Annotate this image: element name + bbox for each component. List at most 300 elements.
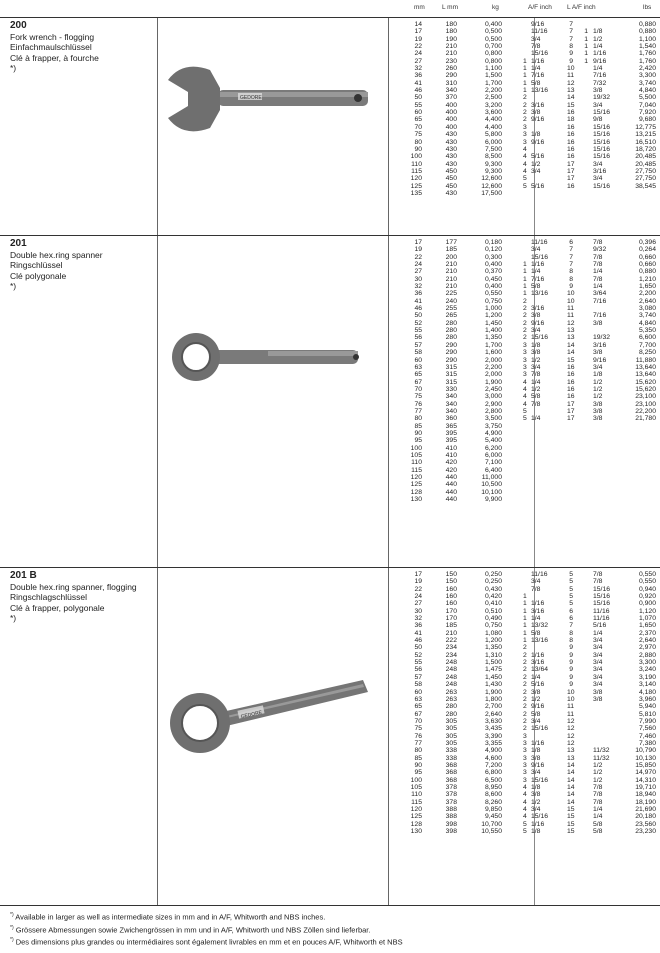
cell-lbs: 21,780 [635, 415, 656, 423]
cell-Ln: 17 [567, 415, 575, 423]
table-row [392, 799, 660, 806]
cell-wf: 1/2 [531, 160, 541, 168]
cell-lbs: 18,720 [635, 145, 656, 153]
cell-L: 368 [445, 776, 457, 784]
cell-L: 430 [445, 145, 457, 153]
cell-L: 160 [445, 585, 457, 593]
cell-Ln: 9 [569, 666, 573, 674]
cell-mm: 55 [414, 659, 422, 667]
cell-lbs: 18,190 [635, 798, 656, 806]
cell-wn: 1 [523, 637, 527, 645]
cell-lbs: 1,120 [638, 607, 656, 615]
cell-lbs: 10,790 [635, 747, 656, 755]
cell-mm: 100 [410, 776, 422, 784]
cell-kg: 0,700 [484, 43, 502, 51]
cell-Ln: 6 [569, 615, 573, 623]
cell-nn: 1 [584, 35, 588, 43]
cell-Ln: 7 [569, 253, 573, 261]
cell-wn: 1 [523, 600, 527, 608]
cell-L: 420 [445, 459, 457, 467]
cell-L: 340 [445, 407, 457, 415]
cell-lbs: 3,740 [638, 79, 656, 87]
cell-L: 340 [445, 87, 457, 95]
cell-wf: 3/4 [531, 769, 541, 777]
cell-kg: 5,400 [484, 437, 502, 445]
cell-wn: 3 [523, 341, 527, 349]
cell-mm: 14 [414, 21, 422, 28]
cell-L: 330 [445, 385, 457, 393]
cell-mm: 75 [414, 393, 422, 401]
cell-lbs: 16,510 [635, 138, 656, 146]
cell-kg: 10,700 [481, 820, 502, 828]
cell-L: 430 [445, 160, 457, 168]
size-table [392, 239, 660, 503]
cell-L: 210 [445, 629, 457, 637]
cell-wf: 1/8 [531, 828, 541, 836]
cell-Ln: 12 [567, 739, 575, 747]
cell-nf: 7/8 [593, 239, 603, 246]
cell-kg: 10,550 [481, 828, 502, 836]
cell-lbs: 14,970 [635, 769, 656, 777]
cell-wn: 2 [523, 666, 527, 674]
cell-lbs: 5,500 [638, 94, 656, 102]
cell-mm: 46 [414, 637, 422, 645]
cell-Ln: 10 [567, 65, 575, 73]
cell-nf: 11/32 [593, 747, 610, 755]
cell-Ln: 12 [567, 319, 575, 327]
cell-L: 310 [445, 79, 457, 87]
table-row [392, 349, 660, 356]
cell-wf: 1/2 [531, 385, 541, 393]
table-row [392, 21, 660, 28]
cell-nf: 3/4 [593, 681, 603, 689]
cell-L: 360 [445, 415, 457, 423]
cell-lbs: 18,940 [635, 791, 656, 799]
cell-lbs: 2,970 [638, 644, 656, 652]
cell-Ln: 14 [567, 349, 575, 357]
name-fr: Clé à frapper, à fourche [10, 52, 99, 63]
cell-lbs: 20,485 [635, 153, 656, 161]
cell-mm: 76 [414, 732, 422, 740]
cell-kg: 1,900 [484, 688, 502, 696]
cell-nf: 7/8 [593, 578, 603, 586]
cell-Ln: 16 [567, 123, 575, 131]
cell-lbs: 1,650 [638, 283, 656, 291]
cell-L: 240 [445, 297, 457, 305]
cell-L: 398 [445, 828, 457, 836]
cell-wf: 1/4 [531, 673, 541, 681]
table-row [392, 813, 660, 820]
cell-L: 305 [445, 725, 457, 733]
cell-L: 280 [445, 319, 457, 327]
cell-wn: 1 [523, 275, 527, 283]
cell-mm: 70 [414, 717, 422, 725]
table-row [392, 666, 660, 673]
cell-lbs: 10,130 [635, 754, 656, 762]
cell-L: 410 [445, 451, 457, 459]
cell-wf: 11/16 [531, 239, 548, 246]
cell-Ln: 8 [569, 43, 573, 51]
cell-mm: 80 [414, 415, 422, 423]
cell-wn: 3 [523, 747, 527, 755]
cell-Ln: 5 [569, 571, 573, 578]
cell-nf: 15/16 [593, 109, 611, 117]
cell-mm: 41 [414, 79, 422, 87]
table-row [392, 334, 660, 341]
cell-wf: 1/4 [531, 65, 541, 73]
cell-mm: 70 [414, 385, 422, 393]
cell-lbs: 23,560 [635, 820, 656, 828]
footnotes [10, 910, 403, 948]
cell-mm: 60 [414, 356, 422, 364]
cell-L: 440 [445, 488, 457, 496]
cell-Ln: 7 [569, 21, 573, 28]
table-row [392, 312, 660, 319]
table-row [392, 600, 660, 607]
table-row [392, 190, 660, 197]
cell-kg: 2,500 [484, 94, 502, 102]
cell-L: 280 [445, 334, 457, 342]
cell-nf: 7/32 [593, 79, 607, 87]
cell-kg: 6,000 [484, 138, 502, 146]
cell-Ln: 16 [567, 363, 575, 371]
cell-nf: 5/16 [593, 622, 607, 630]
cell-lbs: 0,264 [638, 246, 656, 254]
table-row [392, 608, 660, 615]
cell-L: 388 [445, 813, 457, 821]
cell-wf: 9/16 [531, 761, 545, 769]
table-row [392, 769, 660, 776]
cell-wf: 3/4 [531, 246, 541, 254]
table-row [392, 615, 660, 622]
cell-kg: 0,500 [484, 35, 502, 43]
cell-L: 368 [445, 761, 457, 769]
cell-wn: 1 [523, 593, 527, 601]
cell-wf: 13/16 [531, 87, 549, 95]
cell-wn: 2 [523, 681, 527, 689]
cell-L: 160 [445, 600, 457, 608]
cell-wn: 4 [523, 385, 527, 393]
cell-mm: 46 [414, 87, 422, 95]
table-row [392, 298, 660, 305]
cell-L: 234 [445, 644, 457, 652]
cell-kg: 3,600 [484, 109, 502, 117]
cell-kg: 1,080 [484, 629, 502, 637]
cell-L: 210 [445, 43, 457, 51]
cell-kg: 3,000 [484, 393, 502, 401]
cell-mm: 110 [411, 791, 422, 799]
footnote-de: *) Grössere Abmessungen sowie Zwichengrössen in mm und in A/F, Whitworth und NBS Zöllen sind lieferbar. [10, 924, 371, 934]
table-row [392, 393, 660, 400]
cell-L: 315 [445, 371, 457, 379]
cell-lbs: 3,960 [638, 695, 656, 703]
cell-wf: 5/8 [531, 629, 541, 637]
table-row [392, 445, 660, 452]
cell-kg: 6,800 [484, 769, 502, 777]
cell-Ln: 7 [569, 28, 573, 36]
cell-kg: 4,400 [484, 123, 502, 131]
cell-Ln: 9 [569, 651, 573, 659]
cell-wn: 1 [523, 57, 527, 65]
cell-mm: 95 [414, 769, 422, 777]
cell-nf: 1/4 [593, 283, 603, 291]
cell-nf: 1/8 [593, 371, 603, 379]
cell-nf: 7/8 [593, 571, 603, 578]
cell-wn: 2 [523, 327, 527, 335]
cell-wn: 3 [523, 739, 527, 747]
cell-nf: 1/4 [593, 813, 603, 821]
cell-L: 420 [445, 466, 457, 474]
cell-L: 263 [445, 695, 457, 703]
cell-wf: 15/16 [531, 253, 549, 261]
cell-wf: 7/16 [531, 72, 545, 80]
cell-mm: 36 [414, 72, 422, 80]
cell-wf: 15/16 [531, 776, 549, 784]
cell-kg: 7,200 [484, 761, 502, 769]
cell-mm: 80 [414, 747, 422, 755]
cell-lbs: 7,040 [638, 101, 656, 109]
cell-nf: 1/8 [593, 28, 603, 36]
header-mm: mm [414, 4, 425, 11]
cell-Ln: 16 [567, 385, 575, 393]
cell-lbs: 5,810 [638, 710, 656, 718]
cell-Ln: 16 [567, 131, 575, 139]
cell-nf: 11/16 [593, 607, 610, 615]
cell-lbs: 4,180 [638, 688, 656, 696]
cell-mm: 115 [411, 466, 422, 474]
cell-wn: 2 [523, 710, 527, 718]
cell-wf: 9/16 [531, 116, 545, 124]
name-de: Ringschlüssel [10, 260, 63, 270]
cell-kg: 0,400 [484, 261, 502, 269]
cell-nf: 15/16 [593, 585, 611, 593]
cell-wf: 13/16 [531, 290, 549, 298]
cell-mm: 135 [410, 189, 422, 197]
cell-nf: 9/8 [593, 116, 603, 124]
cell-Ln: 16 [567, 145, 575, 153]
cell-lbs: 0,660 [638, 261, 656, 269]
cell-mm: 120 [410, 474, 422, 481]
table-row [392, 72, 660, 79]
cell-nf: 3/4 [593, 637, 603, 645]
cell-wn: 1 [523, 283, 527, 291]
cell-L: 170 [445, 607, 457, 615]
cell-nf: 3/8 [593, 695, 603, 703]
cell-kg: 2,700 [484, 703, 502, 711]
cell-kg: 0,490 [484, 615, 502, 623]
cell-Ln: 9 [569, 50, 573, 58]
cell-mm: 19 [414, 246, 422, 254]
cell-mm: 36 [414, 622, 422, 630]
cell-L: 315 [445, 378, 457, 386]
header-l-mm: L mm [442, 4, 459, 11]
cell-Ln: 9 [569, 283, 573, 291]
table-row [392, 571, 660, 578]
table-row [392, 718, 660, 725]
cell-Ln: 10 [567, 297, 575, 305]
cell-nf: 3/4 [593, 659, 603, 667]
cell-kg: 10,100 [481, 488, 502, 496]
cell-lbs: 0,880 [638, 28, 656, 36]
cell-wf: 3/4 [531, 363, 541, 371]
cell-lbs: 1,070 [638, 615, 656, 623]
cell-kg: 1,450 [484, 319, 502, 327]
cell-kg: 0,450 [484, 275, 502, 283]
cell-nf: 1/2 [593, 35, 603, 43]
cell-Ln: 11 [567, 305, 575, 313]
cell-L: 440 [445, 474, 457, 481]
cell-L: 398 [445, 820, 457, 828]
cell-mm: 63 [414, 695, 422, 703]
cell-kg: 3,200 [484, 101, 502, 109]
cell-wf: 7/8 [531, 43, 541, 51]
cell-Ln: 17 [567, 400, 575, 408]
cell-wf: 3/4 [531, 167, 541, 175]
cell-wn: 1 [523, 290, 527, 298]
cell-nf: 1/2 [593, 393, 603, 401]
cell-L: 190 [445, 35, 457, 43]
cell-nf: 3/4 [593, 651, 603, 659]
cell-mm: 63 [414, 363, 422, 371]
cell-Ln: 11 [567, 72, 575, 80]
cell-mm: 30 [414, 607, 422, 615]
table-row [392, 791, 660, 798]
cell-wf: 1/4 [531, 378, 541, 386]
cell-mm: 32 [414, 615, 422, 623]
cell-lbs: 2,370 [638, 629, 656, 637]
cell-kg: 5,800 [484, 131, 502, 139]
cell-L: 338 [445, 754, 457, 762]
cell-Ln: 12 [567, 732, 575, 740]
cell-L: 263 [445, 688, 457, 696]
cell-L: 290 [445, 341, 457, 349]
cell-lbs: 13,215 [635, 131, 656, 139]
cell-lbs: 20,485 [635, 160, 656, 168]
cell-mm: 80 [414, 138, 422, 146]
cell-wn: 3 [523, 138, 527, 146]
cell-mm: 75 [414, 131, 422, 139]
cell-nf: 7/8 [593, 275, 603, 283]
cell-kg: 0,500 [484, 28, 502, 36]
cell-L: 305 [445, 732, 457, 740]
cell-Ln: 5 [569, 593, 573, 601]
cell-kg: 8,500 [484, 153, 502, 161]
cell-kg: 1,475 [484, 666, 502, 674]
cell-wf: 3/4 [531, 578, 541, 586]
table-row [392, 733, 660, 740]
cell-lbs: 7,460 [638, 732, 656, 740]
cell-kg: 0,800 [484, 57, 502, 65]
fork-wrench-flogging-icon [158, 18, 388, 236]
table-row [392, 496, 660, 503]
table-row [392, 659, 660, 666]
cell-lbs: 0,880 [638, 268, 656, 276]
cell-lbs: 22,200 [635, 407, 656, 415]
cell-L: 185 [445, 246, 457, 254]
cell-lbs: 7,380 [638, 739, 656, 747]
cell-kg: 7,500 [484, 145, 502, 153]
cell-kg: 6,400 [484, 466, 502, 474]
cell-Ln: 7 [569, 622, 573, 630]
cell-kg: 0,410 [484, 600, 502, 608]
cell-L: 248 [445, 681, 457, 689]
cell-kg: 0,750 [484, 622, 502, 630]
cell-lbs: 0,880 [638, 21, 656, 28]
cell-Ln: 13 [567, 754, 575, 762]
cell-L: 290 [445, 72, 457, 80]
cell-mm: 110 [411, 459, 422, 467]
cell-wn: 2 [523, 644, 527, 652]
cell-L: 210 [445, 50, 457, 58]
cell-mm: 17 [414, 571, 422, 578]
cell-L: 290 [445, 349, 457, 357]
cell-nf: 1/2 [593, 378, 603, 386]
cell-wn: 2 [523, 334, 527, 342]
table-row [392, 578, 660, 585]
cell-lbs: 1,760 [638, 57, 656, 65]
cell-mm: 85 [414, 754, 422, 762]
cell-kg: 9,300 [484, 167, 502, 175]
cell-Ln: 11 [567, 312, 575, 320]
cell-L: 248 [445, 659, 457, 667]
cell-wn: 2 [523, 101, 527, 109]
cell-nf: 15/16 [593, 145, 611, 153]
cell-nf: 15/16 [593, 138, 611, 146]
table-row [392, 689, 660, 696]
cell-mm: 52 [414, 651, 422, 659]
cell-L: 395 [445, 429, 457, 437]
cell-wf: 15/16 [531, 725, 549, 733]
cell-kg: 8,260 [484, 798, 502, 806]
cell-L: 210 [445, 275, 457, 283]
table-row [392, 87, 660, 94]
header-lbs: lbs [643, 4, 652, 11]
table-row [392, 58, 660, 65]
cell-Ln: 15 [567, 806, 575, 813]
cell-nf: 1/4 [593, 268, 603, 276]
cell-wf: 1/8 [531, 341, 541, 349]
cell-wn: 2 [523, 673, 527, 681]
cell-mm: 17 [414, 28, 422, 36]
product-image-box [157, 18, 389, 236]
cell-kg: 0,550 [484, 290, 502, 298]
cell-kg: 3,435 [484, 725, 502, 733]
cell-kg: 17,500 [481, 189, 502, 197]
cell-mm: 56 [414, 666, 422, 674]
cell-nf: 7/16 [593, 297, 607, 305]
table-row [392, 116, 660, 123]
cell-Ln: 7 [569, 246, 573, 254]
cell-mm: 52 [414, 319, 422, 327]
table-row [392, 327, 660, 334]
cell-wn: 2 [523, 717, 527, 725]
cell-L: 365 [445, 422, 457, 430]
cell-mm: 77 [414, 739, 422, 747]
cell-kg: 0,510 [484, 607, 502, 615]
cell-wn: 1 [523, 615, 527, 623]
cell-mm: 125 [410, 813, 422, 821]
cell-Ln: 9 [569, 659, 573, 667]
table-row [392, 342, 660, 349]
cell-nf: 1/16 [593, 50, 607, 58]
cell-Ln: 13 [567, 747, 575, 755]
header-af-inch: A/F inch [528, 4, 552, 11]
cell-mm: 130 [410, 828, 422, 836]
cell-lbs: 23,100 [635, 400, 656, 408]
cell-kg: 9,300 [484, 160, 502, 168]
cell-L: 338 [445, 747, 457, 755]
cell-wf: 3/4 [531, 327, 541, 335]
